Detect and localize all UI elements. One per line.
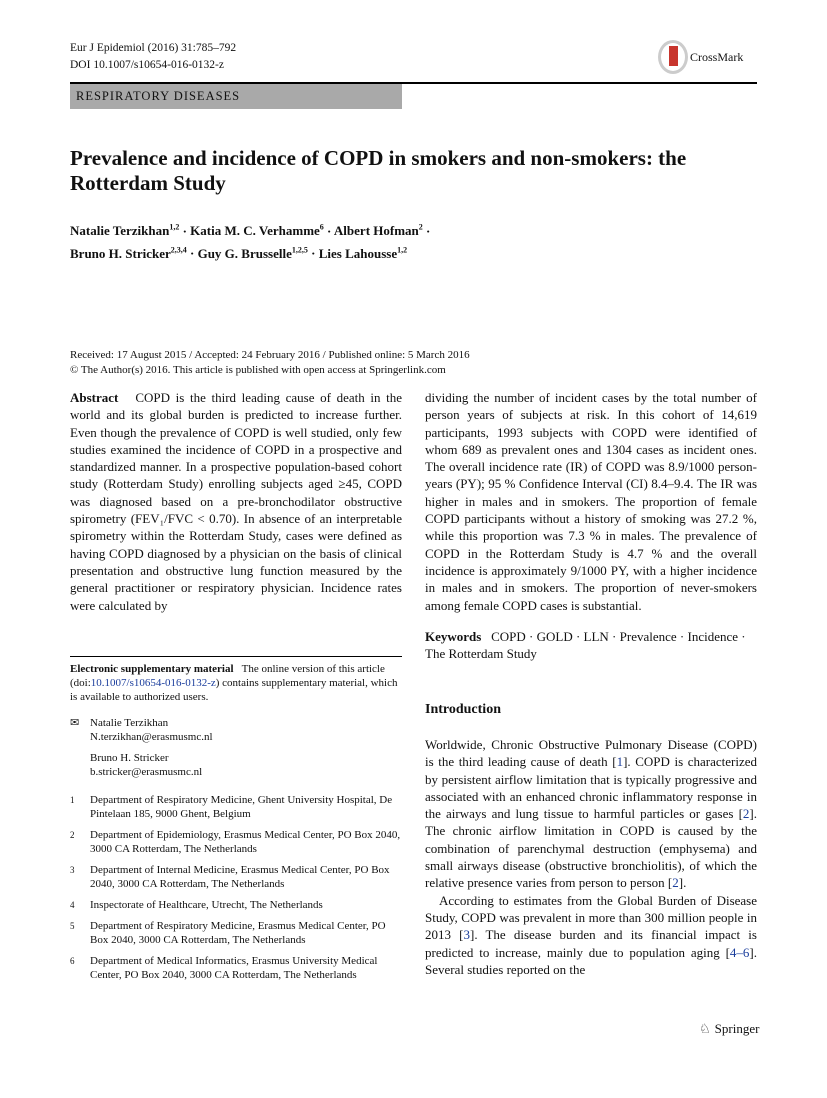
citation-link[interactable]: 2 [742,806,750,822]
history: Received: 17 August 2015 / Accepted: 24 February 2016 / Published online: 5 March 2016 [70,349,470,361]
affiliation-text: Department of Epidemiology, Erasmus Medical Center, PO Box 2040, 3000 CA Rotterdam, The Netherlands [90,829,401,855]
author-aff: 1,2,5 [291,245,308,255]
copyright: © The Author(s) 2016. This article is published with open access at Springerlink.com [70,364,446,376]
author-name: Guy G. Brusselle [197,245,292,261]
author[interactable] [190,223,324,238]
text: According to estimates from the Global Burden of Disease Study, COPD was prevalent in more than 300 million people in 2013 [ [425,892,757,943]
citation-link[interactable]: 1 [616,754,624,770]
author[interactable] [70,223,179,238]
abstract-right [425,389,757,662]
contact-email[interactable]: b.stricker@erasmusmc.nl [90,766,203,778]
footnote-rule [70,656,402,657]
author-aff: 6 [319,223,324,232]
abstract-left [70,389,402,614]
section-band: RESPIRATORY DISEASES [70,84,402,109]
article-dates [70,348,470,378]
author[interactable] [334,223,423,238]
esm-label: Electronic supplementary material [70,663,234,675]
contact-name: Natalie Terzikhan [90,717,169,729]
affiliation-text: Department of Respiratory Medicine, Ghent University Hospital, De Pintelaan 185, 9000 Ghent, Belgium [90,794,393,820]
affiliation-number: 4 [70,900,75,910]
affiliation [70,863,402,891]
author[interactable] [198,246,308,261]
affiliation-number: 5 [70,921,75,931]
introduction-body [425,736,757,978]
keywords-label: Keywords [425,628,482,644]
text: ]. [678,875,687,891]
abstract-text: COPD is the third leading cause of death in the world and its global burden is predicted to increase further. Even though the prevalence of COPD is well studied, only few studies examined the incidence of COPD in a prospective and standardized manner. In a prospective population-based cohort study (Rotterdam Study) enrolling subjects aged ≥45, COPD was diagnosed based on a pre-bronchodilator obstructive spirometry (FEV₁/FVC < 0.70). In absence of an interpretable spirometry within the Rotterdam Study, cases were defined as having COPD diagnosed by a physician on the basis of clinical presentation and obstructive lung function measured by the general practitioner or respiratory physician. Incidence rates were calculated by [70,390,403,613]
affiliation-text: Department of Respiratory Medicine, Erasmus Medical Center, PO Box 2040, 3000 CA Rotterdam, The Netherlands [90,920,386,946]
author-name: Bruno H. Stricker [70,245,171,261]
introduction-heading [425,700,757,718]
contact-name: Bruno H. Stricker [90,752,169,764]
esm-note [70,662,402,704]
affiliation-number: 6 [70,956,75,966]
text: ]. The chronic airflow limitation in COPD is caused by the combination of parenchymal destruction (emphysema) and small airways disease (obstructive bronchiolitis), of which the relative presence varies from person to person [ [425,806,757,891]
author-name: Albert Hofman [333,223,419,239]
esm-text: ) contains supplementary material, which is available to authorized users. [70,677,398,703]
publisher-name: Springer [714,1021,760,1036]
doi: DOI 10.1007/s10654-016-0132-z [70,59,224,71]
affiliation [70,828,402,856]
correspondence [70,716,402,779]
affiliations [70,793,402,989]
citation-link[interactable]: 2 [672,875,679,891]
intro-paragraph-2 [425,892,757,978]
article-title: Prevalence and incidence of COPD in smokers and non-smokers: the Rotterdam Study [70,146,687,195]
esm-text: The online version of this article (doi: [70,663,385,689]
journal-header [70,40,236,74]
envelope-icon: ✉ [70,717,80,729]
affiliation-text: Inspectorate of Healthcare, Utrecht, The Netherlands [90,899,323,911]
affiliation [70,919,402,947]
text: ]. COPD is characterized by persistent airflow limitation that is typically progressive and associated with an enhanced chronic inflammatory response in the airways and lung tissue to harmful particles or gases [ [425,754,757,822]
journal-citation: Eur J Epidemiol (2016) 31:785–792 [70,42,237,54]
author-aff: 1,2 [169,223,180,232]
affiliation [70,954,402,982]
author-aff: 2,3,4 [170,245,187,255]
author-name: Katia M. C. Verhamme [190,223,320,239]
author-name: Lies Lahousse [318,245,398,261]
springer-horse-icon: ♘ [699,1021,711,1036]
crossmark-label: CrossMark [690,49,744,64]
text: ]. Several studies reported on the [425,944,757,977]
author-aff: 1,2 [397,245,408,255]
author-name: Natalie Terzikhan [70,223,170,239]
affiliation-number: 3 [70,865,75,875]
crossmark-icon [658,40,688,74]
text: Worldwide, Chronic Obstructive Pulmonary Disease (COPD) is the third leading cause of death [ [425,737,757,770]
intro-paragraph-1 [425,736,757,892]
text: ]. The disease burden and its financial impact is predicted to increase, mainly due to population aging [ [425,927,757,960]
keywords: COPD · GOLD · LLN · Prevalence · Incidence · The Rotterdam Study [425,628,746,662]
doi-link[interactable]: 10.1007/s10654-016-0132-z [90,677,216,689]
affiliation-number: 2 [70,830,75,840]
author[interactable] [319,246,407,261]
heading-text: Introduction [425,702,501,717]
abstract-text-cont: dividing the number of incident cases by the total number of person years of subjects at risk. In this cohort of 14,619 participants, 1993 subjects with COPD were identified of whom 689 as prevalent ones and 1304 cases as incident ones. The overall incidence rate (IR) of COPD was 8.9/1000 person-years (PY); 95 % Confidence Interval (CI) 8.4–9.4. The IR was higher in males and in smokers. The proportion of female COPD participants without a history of smoking was 27.2 %, while this proportion was 7.3 % in males. The prevalence of COPD in the Rotterdam Study is 4.7 % and the overall incidence is approximately 9/1000 PY, with a higher incidence in males and in smokers. The proportion of never-smokers among female COPD cases is substantial. [425,390,757,613]
author-aff: 2 [418,223,423,232]
affiliation-number: 1 [70,795,75,805]
contact-email[interactable]: N.terzikhan@erasmusmc.nl [90,731,213,743]
author[interactable] [70,246,187,261]
springer-logo [699,1021,759,1037]
abstract-label: Abstract [70,390,119,405]
author-list: Natalie Terzikhan$^{1,2}$ · Katia M. C. Verhamme$^6$ · Albert Hofman$^2$ · Bruno H. Stricker$^{2,3,4}$ · Guy G. Brusselle$^{1,2,5}$ · Lies Lahousse$^{1,2}$ [70,223,431,261]
affiliation [70,793,402,821]
citation-link[interactable]: 4–6 [729,944,750,960]
affiliation-text: Department of Medical Informatics, Erasmus University Medical Center, PO Box 2040, 3000 CA Rotterdam, The Netherlands [90,955,378,981]
citation-link[interactable]: 3 [463,927,470,943]
affiliation [70,898,402,912]
affiliation-text: Department of Internal Medicine, Erasmus Medical Center, PO Box 2040, 3000 CA Rotterdam, The Netherlands [90,864,390,890]
crossmark-button[interactable] [658,40,743,74]
